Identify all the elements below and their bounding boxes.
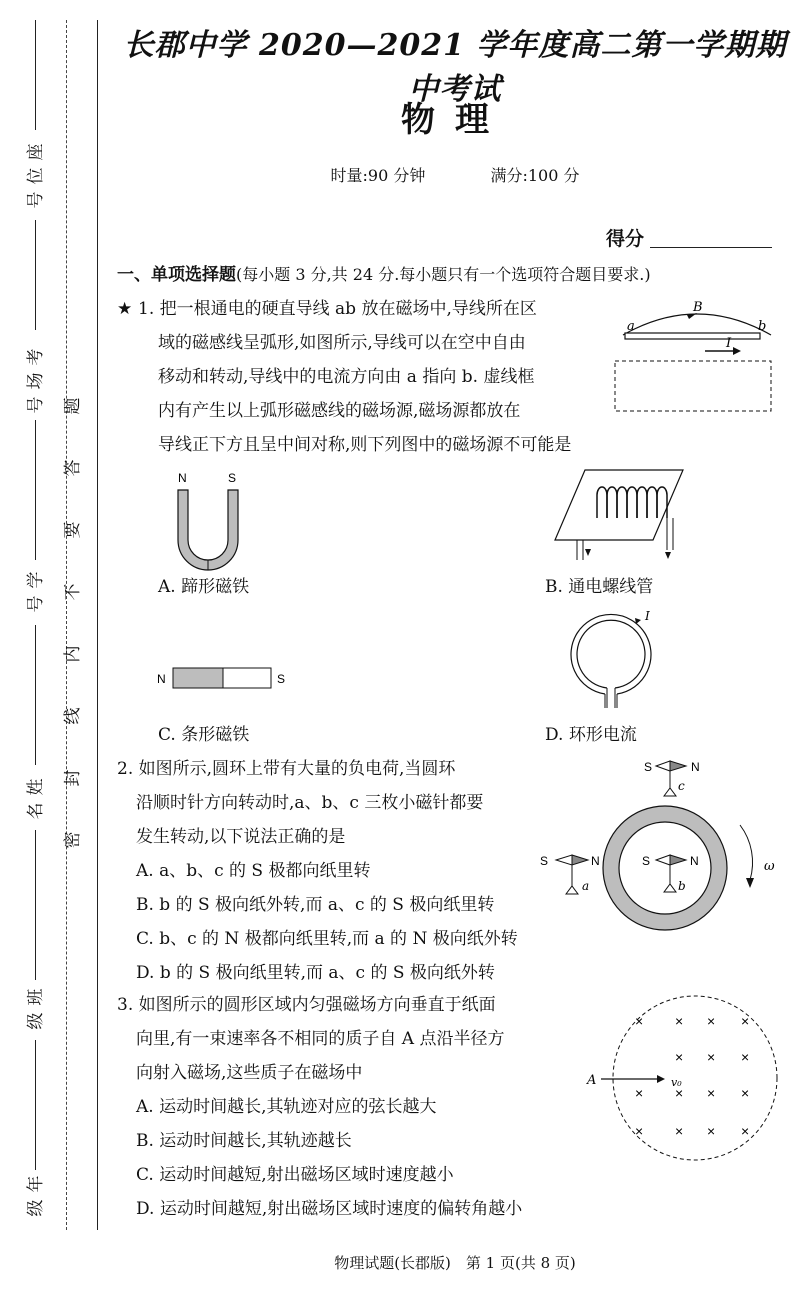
needle-b-N: N [690,854,699,868]
q2-line-3: 发生转动,以下说法正确的是 [136,827,346,847]
q1-line-4: 内有产生以上弧形磁感线的磁场源,磁场源都放在 [158,401,521,421]
charged-ring-figure [540,750,780,910]
margin-rule [35,1040,36,1170]
needle-c-label: c [678,779,685,793]
needle-a-label: a [582,879,590,893]
bar-n-half [173,668,223,688]
needle-a-N: N [591,854,600,868]
q1-option-c[interactable]: C. 条形磁铁 [158,725,250,745]
horseshoe-magnet-figure [170,470,250,570]
source-dashed-box [615,361,771,411]
field-cross: × [741,1013,750,1029]
field-arc [623,314,771,335]
q1-line-5: 导线正下方且呈中间对称,则下列图中的磁场源不可能是 [158,435,572,455]
magnetic-field-circle-figure [585,990,785,1165]
field-cross: × [707,1085,716,1101]
loop-current-figure [565,610,665,710]
seal-char: 要 [63,521,83,539]
q1-wire-figure [615,295,775,415]
exam-info [120,163,790,186]
grade-label: 年 级 [26,1175,46,1217]
page-footer: 物理试题(长郡版) 第 1 页(共 8 页) [334,1254,576,1272]
q2-line-2: 沿顺时针方向转动时,a、b、c 三枚小磁针都要 [136,793,484,813]
velocity-arrow-icon [657,1075,665,1083]
field-cross: × [635,1085,644,1101]
ring-inner [619,822,711,914]
q3-line-1: 3. 如图所示的圆形区域内匀强磁场方向垂直于纸面 [117,995,496,1015]
q1-option-b[interactable]: B. 通电螺线管 [545,577,654,597]
solenoid-board [555,470,683,540]
q2-option-d[interactable]: D. b 的 S 极向纸里转,而 a、c 的 S 极向纸外转 [136,963,495,983]
seal-dashed-line [66,20,67,1230]
seat-label: 座 位 号 [26,143,46,209]
q1-option-a[interactable]: A. 蹄形磁铁 [158,577,250,597]
q3-line-2: 向里,有一束速率各不相同的质子自 A 点沿半径方 [136,1029,505,1049]
solenoid-figure [555,460,685,560]
q1-line-2: 域的磁感线呈弧形,如图所示,导线可以在空中自由 [158,333,526,353]
field-cross: × [741,1085,750,1101]
field-cross: × [707,1049,716,1065]
needle-c-N: N [691,760,700,774]
omega-label: ω [764,859,775,874]
q1-line-3: 移动和转动,导线中的电流方向由 a 指向 b. 虚线框 [158,367,535,387]
horseshoe-body [178,490,238,570]
label-B: B [693,300,703,315]
q1-option-d[interactable]: D. 环形电流 [545,725,637,745]
full-score: 满分:100 分 [490,166,580,185]
section-heading [117,258,651,292]
field-cross: × [675,1049,684,1065]
field-cross: × [741,1123,750,1139]
seal-text [63,375,100,871]
field-cross: × [707,1013,716,1029]
field-cross: × [741,1049,750,1065]
bar-pole-S: S [277,672,286,686]
student-no-label: 学 号 [26,571,46,613]
field-cross: × [635,1013,644,1029]
bar-magnet-figure [155,665,295,695]
rotation-arrow-icon [746,878,754,888]
field-cross: × [635,1123,644,1139]
label-a: a [627,319,635,334]
margin-rule [35,625,36,765]
label-I: I [726,336,732,351]
score-blank[interactable] [650,247,772,248]
current-arrow-icon [733,347,741,355]
seal-char: 线 [63,707,83,725]
seal-char: 密 [63,831,83,849]
seal-char: 封 [63,769,83,787]
bar-pole-N: N [157,672,166,686]
rotation-arc [740,825,753,880]
loop-outer [571,614,651,694]
q3-option-d[interactable]: D. 运动时间越短,射出磁场区域时速度的偏转角越小 [136,1199,523,1219]
pole-N: N [178,471,187,485]
needle-a [540,854,600,894]
field-cross: × [675,1013,684,1029]
seal-char: 不 [63,583,83,601]
q3-option-c[interactable]: C. 运动时间越短,射出磁场区域时速度越小 [136,1165,454,1185]
loop-arrow-icon [635,618,641,624]
wire-ab [625,333,760,339]
q2-option-c[interactable]: C. b、c 的 N 极都向纸里转,而 a 的 N 极向纸外转 [136,929,518,949]
loop-label-I: I [645,609,650,623]
needle-b-S: S [642,854,651,868]
loop-inner [577,620,645,688]
field-crosses [635,1013,749,1139]
field-cross: × [675,1123,684,1139]
name-label: 姓 名 [26,778,46,820]
q1-star: ★ [117,299,133,319]
needle-b-label: b [678,879,686,893]
label-b: b [758,319,767,334]
q3-option-b[interactable]: B. 运动时间越长,其轨迹越长 [136,1131,352,1151]
seal-char: 内 [63,645,83,663]
margin-rule [35,220,36,330]
q2-option-a[interactable]: A. a、b、c 的 S 极都向纸里转 [136,861,371,881]
score-label: 得分 [606,228,645,250]
up-arrow-icon [585,549,591,556]
margin-rule [35,20,36,130]
needle-c-S: S [644,760,653,774]
seal-char: 答 [63,459,83,477]
subject-title: 物理 [401,100,509,140]
down-arrow-icon [665,552,671,559]
seal-char: 题 [63,397,83,415]
field-cross: × [707,1123,716,1139]
v0-label: v₀ [671,1076,682,1089]
section-title: 一、单项选择题 [117,265,236,285]
q2-option-b[interactable]: B. b 的 S 极向纸外转,而 a、c 的 S 极向纸里转 [136,895,495,915]
exam-no-label: 考 场 号 [26,348,46,414]
margin-rule [35,420,36,560]
point-A: A [587,1073,597,1088]
pole-S: S [228,471,237,485]
needle-c [644,760,700,796]
bar-s-half [223,668,271,688]
q3-option-a[interactable]: A. 运动时间越长,其轨迹对应的弦长越大 [136,1097,437,1117]
needle-a-S: S [540,854,549,868]
class-label: 班 级 [26,988,46,1030]
exam-title: 长郡中学 2020—2021 学年度高二第一学期期中考试 [123,28,787,107]
q3-line-3: 向射入磁场,这些质子在磁场中 [136,1063,363,1083]
margin-rule [35,830,36,980]
section-note: (每小题 3 分,共 24 分.每小题只有一个选项符合题目要求.) [236,265,651,284]
q2-line-1: 2. 如图所示,圆环上带有大量的负电荷,当圆环 [117,759,456,779]
field-cross: × [675,1085,684,1101]
time-limit: 时量:90 分钟 [330,166,426,185]
q1-line-1: 1. 把一根通电的硬直导线 ab 放在磁场中,导线所在区 [138,299,537,319]
